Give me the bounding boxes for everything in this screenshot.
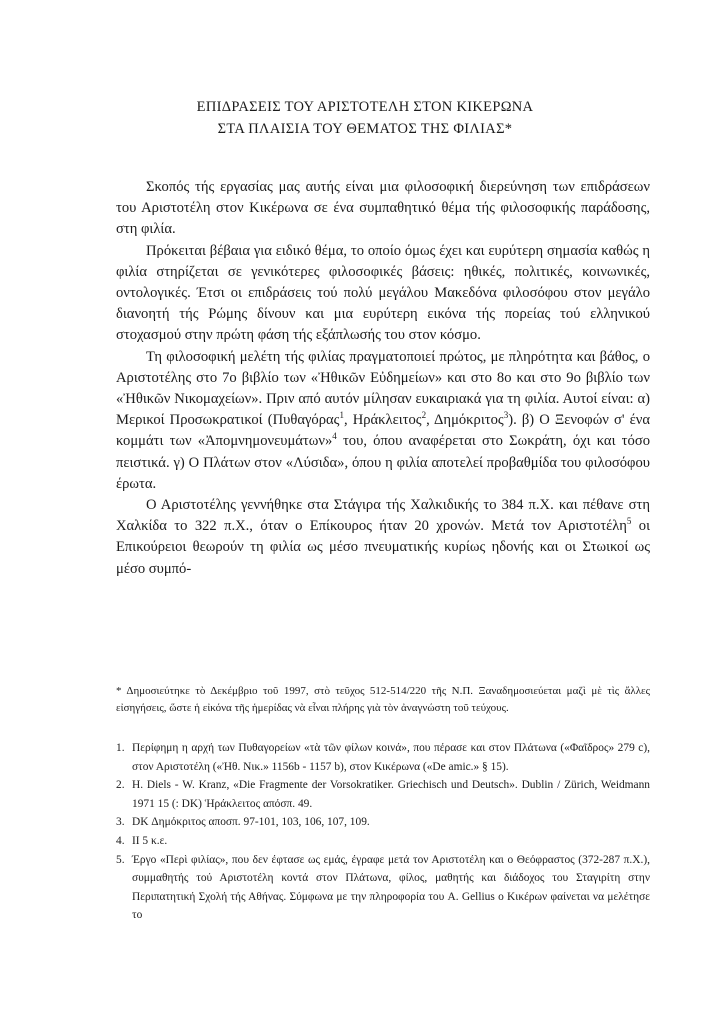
footnote-text: II 5 κ.ε. [132, 834, 168, 847]
title-line-1: ΕΠΙΔΡΑΣΕΙΣ ΤΟΥ ΑΡΙΣΤΟΤΕΛΗ ΣΤΟΝ ΚΙΚΕΡΩΝΑ [196, 99, 534, 115]
footnote-number: 2. [116, 779, 125, 792]
paragraph-2: Πρόκειται βέβαια για ειδικό θέμα, το οποίο όμως έχει και ευρύτερη σημασία καθώς η φιλία στηρίζεται σε γενικότερες φιλοσοφικές βάσεις: ηθικές, πολιτικές, κοινωνικές, οντολογικές. Έτσι οι επιδράσεις τού πολύ μεγάλου Μακεδόνα φιλοσόφου στον μεγάλο διανοητή τής Ρώμης δίνουν και μια ευρύτερη εικόνα τής πορείας τού ελληνικού στοχασμού στην πρώτη φάση τής εξάπλωσής του στον κόσμο. [116, 242, 650, 344]
footnote-text: Περίφημη η αρχή των Πυθαγορείων «τὰ τῶν φίλων κοινά», που πέρασε και στον Πλάτωνα («Φαῖδρος» 279 c), στον Αριστοτέλη («Ἠθ. Νικ.» 1156b - 1157 b), στον Κικέρωνα («De amic.» § 15). [132, 742, 650, 773]
main-text [116, 177, 650, 580]
paragraph-4 [116, 495, 650, 580]
footnote-number: 5. [116, 853, 125, 866]
footnote-item [116, 739, 650, 776]
footnote-ref-2: 2 [421, 410, 427, 421]
footnote-number: 1. [116, 742, 125, 754]
footnotes [116, 739, 650, 925]
footnote-text: Έργο «Περὶ φιλίας», που δεν έφτασε ως εμάς, έγραφε μετά τον Αριστοτέλη και ο Θεόφραστος (372-287 π.Χ.), συμμαθητής τού Αριστοτέλη κοντά στον Πλάτωνα, φίλος, μαθητής και διάδοχος του Σταγιρίτη στην Περιπατητική Σχολή τής Αθήνας. Σύμφωνα με την πληροφορία του A. Gellius ο Κικέρων φαίνεται να μελέτησε το [132, 853, 650, 922]
footnote-ref-3: 3 [503, 410, 509, 421]
footnote-ref-4: 4 [332, 431, 337, 442]
paragraph-3 [116, 347, 650, 495]
paragraph-3-text-d: ). β) Ο Ξενοφών σ' ένα κομμάτι των «Ἀπομνημονευμάτων» [116, 412, 650, 450]
footnote-number: 4. [116, 834, 125, 847]
page-title [80, 96, 650, 140]
paragraph-4-text-a: Ο Αριστοτέλης γεννήθηκε στα Στάγιρα τής Χαλκιδικής το 384 π.Χ. και πέθανε στη Χαλκίδα το 322 π.Χ., όταν ο Επίκουρος ήταν 20 χρονών. Μετά τον Αριστοτέλη [116, 497, 650, 535]
footnote-ref-5: 5 [626, 516, 632, 527]
paragraph-3-text-e: του, όπου αναφέρεται στο Σωκράτη, όχι και τόσο πειστικά. γ) Ο Πλάτων στον «Λύσιδα», όπου η φιλία αποτελεί προβαθμίδα του φιλοσόφου έρωτα. [116, 433, 650, 492]
paragraph-3-text-b: , Ηράκλειτος [343, 412, 422, 429]
footnote-item [116, 813, 650, 832]
footnote-item [116, 832, 650, 851]
title-line-2: ΣΤΑ ΠΛΑΙΣΙΑ ΤΟΥ ΘΕΜΑΤΟΣ ΤΗΣ ΦΙΛΙΑΣ* [217, 121, 513, 137]
paragraph-3-text-c: , Δημόκριτος [426, 412, 504, 429]
footnote-ref-1: 1 [339, 410, 344, 421]
footnote-item [116, 776, 650, 813]
footnote-item [116, 851, 650, 925]
asterisk-footnote: * Δημοσιεύτηκε τὸ Δεκέμβριο τοῦ 1997, στὸ τεῦχος 512-514/220 τῆς Ν.Π. Ξαναδημοσιεύεται μαζὶ μὲ τὶς ἄλλες εἰσηγήσεις, ὥστε ἡ εἰκόνα τῆς ἡμερίδας νὰ εἶναι πλήρης γιὰ τὸν ἀναγνώστη τοῦ τεύχους. [116, 685, 650, 714]
paragraph-1: Σκοπός τής εργασίας μας αυτής είναι μια φιλοσοφική διερεύνηση των επιδράσεων του Αριστοτέλη στον Κικέρωνα σε ένα συμπαθητικό θέμα τής φιλοσοφικής παράδοσης, στη φιλία. [116, 179, 650, 238]
footnote-number: 3. [116, 816, 125, 829]
footnote-text: DK Δημόκριτος αποσπ. 97-101, 103, 106, 107, 109. [132, 816, 370, 829]
paragraph-3-text-a: Τη φιλοσοφική μελέτη τής φιλίας πραγματοποιεί πρώτος, με πληρότητα και βάθος, ο Αριστοτέλης στο 7ο βιβλίο των «Ἠθικῶν Εὐδημείων» και στο 8ο και στο 9ο βιβλίο των «Ἠθικῶν Νικομαχείων». Πριν από αυτόν μίλησαν ευκαιριακά για τη φιλία. Αυτοί είναι: α) Μερικοί Προσωκρατικοί (Πυθαγόρας [116, 348, 650, 429]
paragraph-4-text-b: οι Επικούρειοι θεωρούν τη φιλία ως μέσο πνευματικής κυρίως ηδονής και οι Στωικοί ως μέσο συμπό- [116, 518, 651, 577]
footnote-text: H. Diels - W. Kranz, «Die Fragmente der Vorsokratiker. Griechisch und Deutsch». Dublin / Zürich, Weidmann 1971 15 (: DK) Ἡράκλειτος απόσπ. 49. [132, 779, 650, 810]
